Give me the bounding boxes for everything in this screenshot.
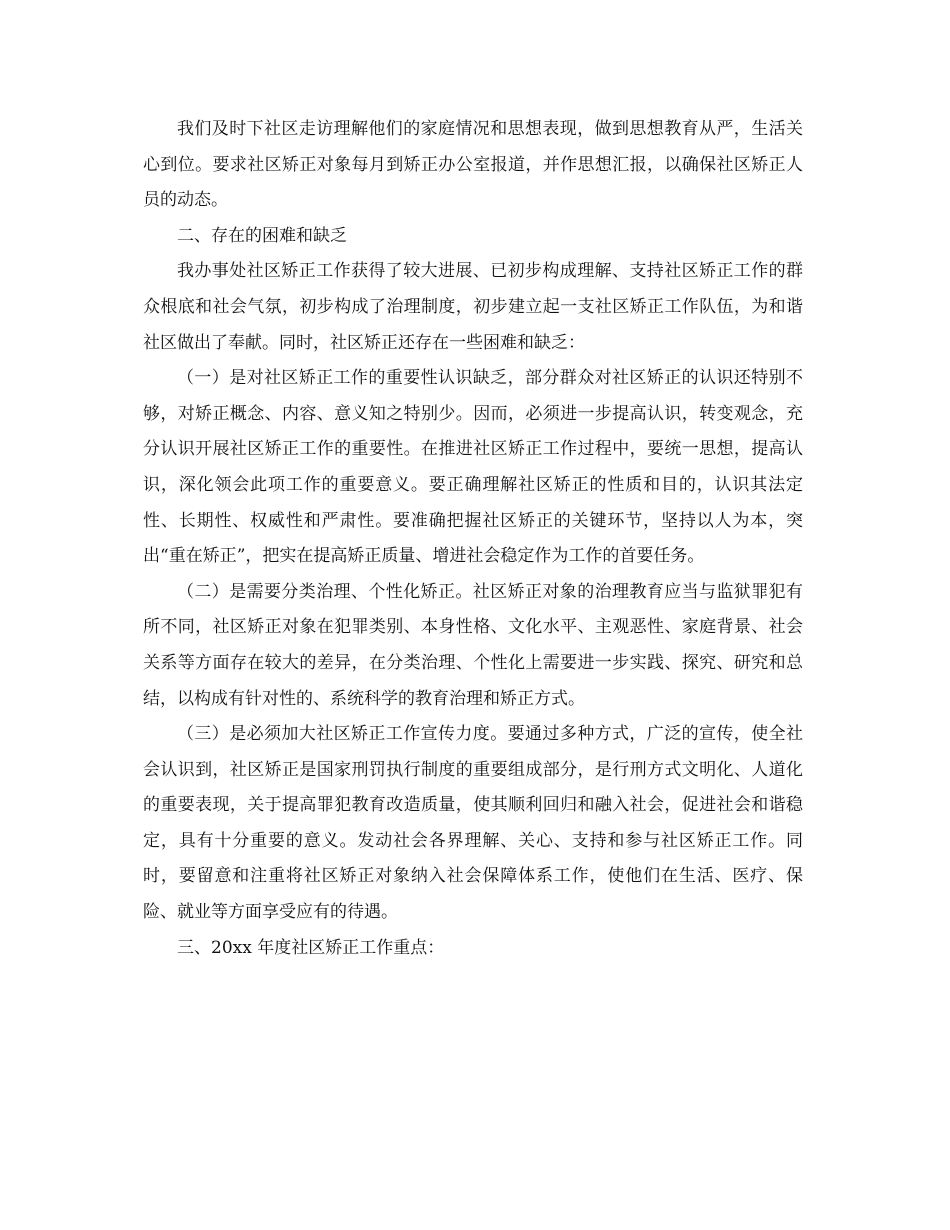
document-page: [143, 112, 803, 966]
paragraph-item-1: （一）是对社区矫正工作的重要性认识缺乏，部分群众对社区矫正的认识还特别不够，对矫正概念、内容、意义知之特别少。因而，必须进一步提高认识，转变观念，充分认识开展社区矫正工作的重要性。在推进社区矫正工作过程中，要统一思想，提高认识，深化领会此项工作的重要意义。要正确理解社区矫正的性质和目的，认识其法定性、长期性、权威性和严肃性。要准确把握社区矫正的关键环节，坚持以人为本，突出“重在矫正”，把实在提高矫正质量、增进社会稳定作为工作的首要任务。: [143, 368, 803, 567]
paragraph-visit-family: 我们及时下社区走访理解他们的家庭情况和思想表现，做到思想教育从严，生活关心到位。要求社区矫正对象每月到矫正办公室报道，并作思想汇报，以确保社区矫正人员的动态。: [143, 119, 803, 211]
section-heading-difficulties: 二、存在的困难和缺乏: [177, 225, 347, 246]
paragraph-item-3: （三）是必须加大社区矫正工作宣传力度。要通过多种方式，广泛的宣传，使全社会认识到，社区矫正是国家刑罚执行制度的重要组成部分，是行刑方式文明化、人道化的重要表现，关于提高罪犯教育改造质量，使其顺利回归和融入社会，促进社会和谐稳定，具有十分重要的意义。发动社会各界理解、关心、支持和参与社区矫正工作。同时，要留意和注重将社区矫正对象纳入社会保障体系工作，使他们在生活、医疗、保险、就业等方面享受应有的待遇。: [143, 724, 803, 923]
paragraph-progress: 我办事处社区矫正工作获得了较大进展、已初步构成理解、支持社区矫正工作的群众根底和社会气氛，初步构成了治理制度，初步建立起一支社区矫正工作队伍，为和谐社区做出了奉献。同时，社区矫正还存在一些困难和缺乏：: [143, 261, 803, 353]
paragraph-item-2: （二）是需要分类治理、个性化矫正。社区矫正对象的治理教育应当与监狱罪犯有所不同，社区矫正对象在犯罪类别、本身性格、文化水平、主观恶性、家庭背景、社会关系等方面存在较大的差异，在分类治理、个性化上需要进一步实践、探究、研究和总结，以构成有针对性的、系统科学的教育治理和矫正方式。: [143, 581, 803, 709]
section-heading-work-focus: 三、20xx 年度社区矫正工作重点：: [177, 937, 445, 958]
